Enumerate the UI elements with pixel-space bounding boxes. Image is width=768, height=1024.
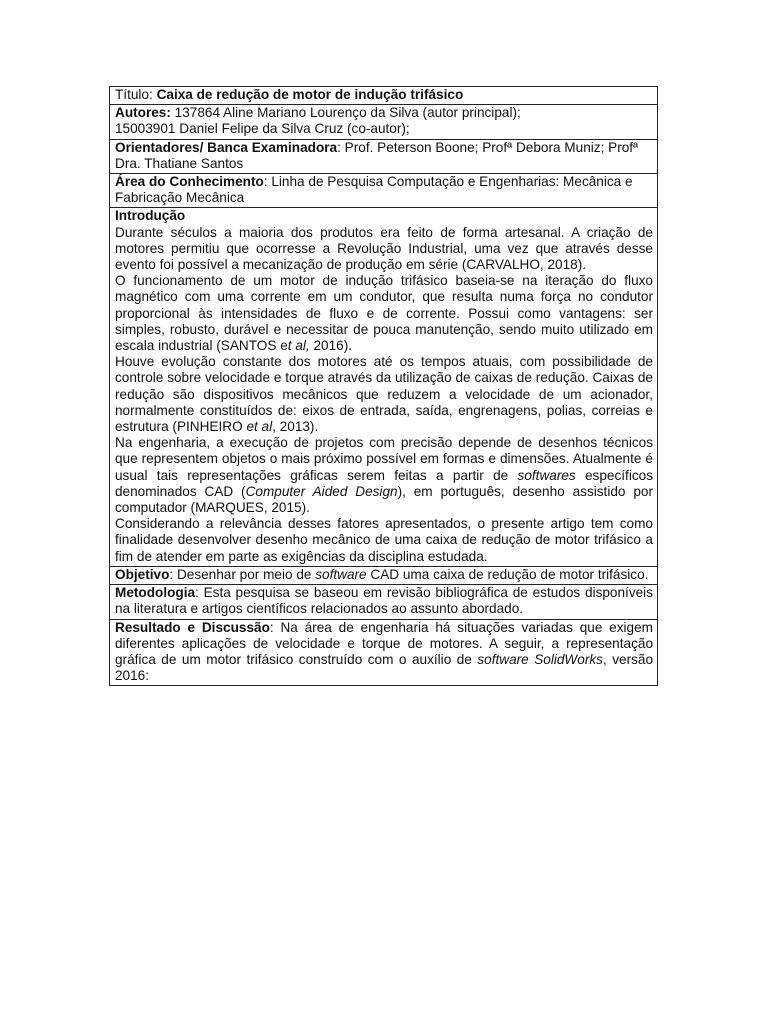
authors-label: Autores: bbox=[115, 105, 171, 121]
objective-tail: CAD uma caixa de redução de motor trifásico. bbox=[366, 566, 649, 582]
intro-p4-italic-2: Computer Aided Design bbox=[245, 483, 398, 499]
objective-label: Objetivo bbox=[115, 566, 170, 582]
introduction-paragraph-2 bbox=[115, 273, 653, 354]
abstract-form-table bbox=[109, 86, 658, 686]
authors-row bbox=[110, 105, 658, 139]
intro-p4-text-c: ), em português, desenho assistido por computador (MARQUES, 2015). bbox=[115, 483, 653, 516]
advisors-label: Orientadores/ Banca Examinadora bbox=[115, 139, 338, 155]
area-value: : Linha de Pesquisa Computação e Engenharias: Mecânica e Fabricação Mecânica bbox=[115, 174, 633, 206]
intro-p3-text: Houve evolução constante dos motores até os tempos atuais, com possibilidade de controle sobre velocidade e torque através da utilização de caixas de redução. Caixas de redução são dispositivos mecânicos que reduzem a velocidade de um acionador, normalmente constituídos de: eixos de entrada, saída, engrenagens, polias, correias e estrutura (PINHEIRO bbox=[115, 354, 653, 435]
introduction-label: Introdução bbox=[115, 208, 186, 224]
methodology-cell bbox=[110, 585, 658, 619]
results-tail: , versão 2016: bbox=[115, 651, 654, 684]
title-row bbox=[110, 87, 658, 105]
advisors-cell bbox=[110, 139, 658, 173]
results-text: : Na área de engenharia há situações variadas que exigem diferentes aplicações de velocidade e torque de motores. A seguir, a representação gráfica de um motor trifásico construído com o auxílio de bbox=[115, 619, 653, 667]
intro-p3-tail: , 2013). bbox=[272, 419, 319, 435]
intro-p4-italic-1: softwares bbox=[517, 467, 576, 483]
authors-cell bbox=[110, 105, 658, 139]
authors-line1: 137864 Aline Mariano Lourenço da Silva (autor principal); bbox=[174, 105, 521, 121]
objective-cell bbox=[110, 566, 658, 584]
results-row bbox=[110, 619, 658, 686]
objective-italic: software bbox=[315, 566, 367, 582]
area-cell bbox=[110, 174, 658, 208]
introduction-cell bbox=[110, 208, 658, 566]
title-label: Título: bbox=[115, 87, 153, 102]
results-italic: software SolidWorks bbox=[477, 651, 603, 667]
title-cell bbox=[110, 87, 658, 105]
introduction-row bbox=[110, 208, 658, 566]
intro-p4-text-b: específicos denominados CAD ( bbox=[115, 467, 654, 499]
advisors-row bbox=[110, 139, 658, 173]
methodology-text: : Esta pesquisa se baseou em revisão bibliográfica de estudos disponíveis na literatura e artigos científicos relacionados ao assunto abordado. bbox=[115, 585, 653, 617]
intro-p2-italic: t al, bbox=[287, 338, 310, 354]
results-cell bbox=[110, 619, 658, 686]
introduction-paragraph-3 bbox=[115, 354, 653, 435]
intro-p4-text-a: Na engenharia, a execução de projetos com precisão depende de desenhos técnicos que representem objetos o mais próximo possível em formas e dimensões. Atualmente é usual tais representações gráficas serem feitas a partir de bbox=[115, 435, 653, 483]
introduction-paragraph-4 bbox=[115, 435, 653, 516]
introduction-paragraph-1: Durante séculos a maioria dos produtos era feito de forma artesanal. A criação de motores permitiu que ocorresse a Revolução Industrial, uma vez que através desse evento foi possível a mecanização de produção em série (CARVALHO, 2018). bbox=[115, 224, 653, 273]
intro-p3-italic: et al bbox=[246, 419, 273, 435]
advisors-value: : Prof. Peterson Boone; Profª Debora Muniz; Profª Dra. Thatiane Santos bbox=[115, 139, 639, 171]
methodology-label: Metodologia bbox=[115, 585, 196, 601]
area-row bbox=[110, 174, 658, 208]
area-label: Área do Conhecimento bbox=[115, 174, 264, 190]
introduction-paragraph-5: Considerando a relevância desses fatores apresentados, o presente artigo tem como finalidade desenvolver desenho mecânico de uma caixa de redução de motor trifásico a fim de atender em parte as exigências da disciplina estudada. bbox=[115, 516, 653, 564]
authors-line2: 15003901 Daniel Felipe da Silva Cruz (co-autor); bbox=[115, 121, 410, 137]
results-label: Resultado e Discussão bbox=[115, 619, 270, 635]
methodology-row bbox=[110, 585, 658, 619]
intro-p2-text: O funcionamento de um motor de indução trifásico baseia-se na iteração do fluxo magnético com uma corrente em um condutor, que resulta numa força no condutor proporcional às intensidades de fluxo e de corrente. Possui como vantagens: ser simples, robusto, durável e necessitar de pouca manutenção, sendo muito utilizado em escala industrial (SANTOS e bbox=[115, 273, 653, 354]
intro-p2-tail: 2016). bbox=[309, 338, 353, 354]
objective-text: : Desenhar por meio de bbox=[169, 566, 316, 582]
title-value: Caixa de redução de motor de indução trifásico bbox=[156, 87, 464, 102]
objective-row bbox=[110, 566, 658, 584]
